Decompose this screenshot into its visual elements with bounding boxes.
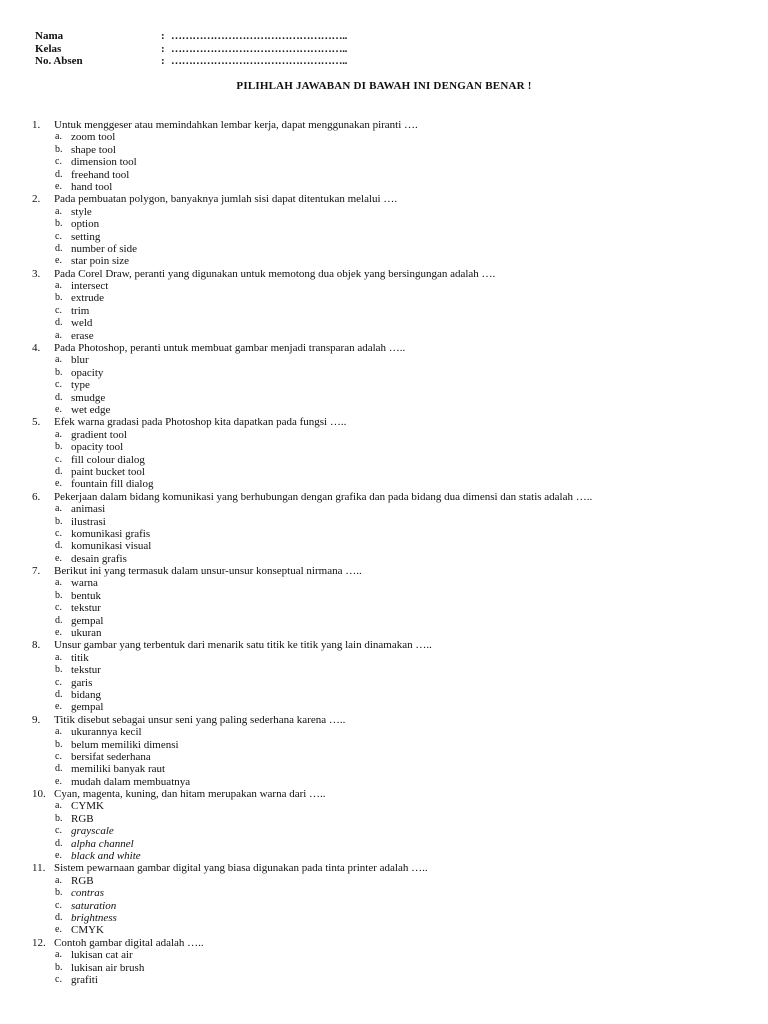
answer-option bbox=[32, 144, 748, 156]
option-letter: e. bbox=[55, 255, 62, 267]
option-text: RGB bbox=[71, 812, 94, 825]
answer-option bbox=[32, 652, 748, 664]
answer-option bbox=[32, 776, 748, 788]
question-line bbox=[32, 639, 748, 651]
class-label: Kelas bbox=[35, 42, 62, 55]
answer-option bbox=[32, 887, 748, 899]
option-letter: a. bbox=[55, 131, 62, 143]
question-text: Sistem pewarnaan gambar digital yang biasa digunakan pada tinta printer adalah ….. bbox=[54, 862, 428, 875]
answer-option bbox=[32, 181, 748, 193]
option-text: saturation bbox=[71, 899, 117, 912]
option-text: lukisan air brush bbox=[71, 961, 145, 974]
absen-colon: : bbox=[161, 55, 165, 67]
option-letter: d. bbox=[55, 912, 63, 923]
option-letter: c. bbox=[55, 453, 62, 465]
answer-option bbox=[32, 677, 748, 689]
question-number: 1. bbox=[32, 119, 41, 131]
option-letter: c. bbox=[55, 379, 62, 391]
option-text: number of side bbox=[71, 242, 137, 255]
answer-option bbox=[32, 962, 748, 974]
option-text: komunikasi grafis bbox=[71, 527, 151, 540]
answer-option bbox=[32, 974, 748, 986]
option-letter: c. bbox=[55, 230, 62, 242]
question-line bbox=[32, 862, 748, 874]
option-text: ukurannya kecil bbox=[71, 726, 142, 739]
question-number: 6. bbox=[32, 490, 41, 503]
option-text: bersifat sederhana bbox=[71, 750, 151, 763]
answer-option bbox=[32, 664, 748, 676]
question-text: Cyan, magenta, kuning, dan hitam merupakan warna dari ….. bbox=[54, 788, 326, 801]
answer-option bbox=[32, 231, 748, 243]
name-field-row bbox=[35, 30, 347, 43]
option-letter: d. bbox=[55, 763, 63, 775]
instructions-title: PILIHLAH JAWABAN DI BAWAH INI DENGAN BENAR ! bbox=[236, 80, 532, 92]
answer-option bbox=[32, 726, 748, 738]
option-letter: e. bbox=[55, 627, 62, 639]
option-text: tekstur bbox=[71, 602, 101, 615]
option-text: desain grafis bbox=[71, 552, 127, 565]
option-letter: a. bbox=[55, 280, 62, 292]
question-text: Efek warna gradasi pada Photoshop kita dapatkan pada fungsi ….. bbox=[54, 416, 347, 429]
option-letter: b. bbox=[55, 143, 63, 155]
answer-option bbox=[32, 751, 748, 763]
answer-option bbox=[32, 540, 748, 552]
name-colon: : bbox=[161, 30, 165, 42]
option-letter: a. bbox=[55, 354, 62, 366]
option-text: lukisan cat air bbox=[71, 949, 133, 962]
answer-option bbox=[32, 292, 748, 304]
option-text: paint bucket tool bbox=[71, 465, 145, 478]
answer-option bbox=[32, 553, 748, 565]
question-item bbox=[32, 491, 748, 565]
option-letter: b. bbox=[55, 887, 63, 899]
option-letter: c. bbox=[55, 750, 62, 762]
question-number: 9. bbox=[32, 713, 41, 726]
option-text: ilustrasi bbox=[71, 515, 106, 528]
answer-option bbox=[32, 850, 748, 862]
question-line bbox=[32, 268, 748, 280]
option-text: style bbox=[71, 205, 92, 218]
question-text: Titik disebut sebagai unsur seni yang paling sederhana karena ….. bbox=[54, 713, 346, 726]
option-text: belum memiliki dimensi bbox=[71, 738, 179, 751]
option-letter: c. bbox=[55, 899, 62, 911]
question-item bbox=[32, 342, 748, 416]
option-letter: a. bbox=[55, 726, 62, 738]
option-text: zoom tool bbox=[71, 131, 116, 144]
answer-option bbox=[32, 441, 748, 453]
option-text: alpha channel bbox=[71, 837, 134, 850]
option-letter: b. bbox=[55, 589, 63, 601]
question-line bbox=[32, 491, 748, 503]
answer-option bbox=[32, 912, 748, 924]
option-text: komunikasi visual bbox=[71, 540, 152, 553]
answer-option bbox=[32, 763, 748, 775]
question-line bbox=[32, 342, 748, 354]
question-line bbox=[32, 565, 748, 577]
answer-option bbox=[32, 466, 748, 478]
option-text: black and white bbox=[71, 850, 141, 863]
option-text: wet edge bbox=[71, 403, 111, 416]
option-letter: a. bbox=[55, 949, 62, 961]
answer-option bbox=[32, 218, 748, 230]
option-letter: e. bbox=[55, 850, 62, 862]
option-letter: e. bbox=[55, 403, 62, 415]
option-letter: d. bbox=[55, 242, 63, 254]
option-text: opacity tool bbox=[71, 441, 124, 454]
answer-option bbox=[32, 924, 748, 936]
question-item bbox=[32, 639, 748, 713]
option-text: grayscale bbox=[71, 825, 114, 838]
option-text: RGB bbox=[71, 874, 94, 887]
option-letter: e. bbox=[55, 775, 62, 787]
question-text: Unsur gambar yang terbentuk dari menarik satu titik ke titik yang lain dinamakan ….. bbox=[54, 639, 432, 652]
option-text: star poin size bbox=[71, 255, 130, 268]
question-item bbox=[32, 193, 748, 267]
option-text: weld bbox=[71, 317, 93, 330]
option-text: smudge bbox=[71, 391, 106, 404]
question-list bbox=[32, 119, 748, 986]
option-text: setting bbox=[71, 230, 101, 243]
option-letter: c. bbox=[55, 825, 62, 837]
question-line bbox=[32, 416, 748, 428]
option-letter: a. bbox=[55, 651, 62, 663]
option-letter: e. bbox=[55, 924, 62, 936]
answer-option bbox=[32, 701, 748, 713]
option-letter: a. bbox=[55, 329, 62, 341]
option-letter: c. bbox=[55, 156, 62, 168]
option-letter: d. bbox=[55, 465, 63, 477]
option-letter: b. bbox=[55, 812, 63, 824]
question-text: Berikut ini yang termasuk dalam unsur-unsur konseptual nirmana ….. bbox=[54, 565, 362, 578]
name-blank: ………………………………………….. bbox=[171, 30, 348, 42]
question-text: Pada Corel Draw, peranti yang digunakan untuk memotong dua objek yang bersingungan adalah …. bbox=[54, 267, 496, 280]
answer-option bbox=[32, 739, 748, 751]
question-item bbox=[32, 862, 748, 936]
question-number: 12. bbox=[32, 936, 46, 949]
option-text: bidang bbox=[71, 688, 101, 701]
answer-option bbox=[32, 280, 748, 292]
class-field-row bbox=[35, 43, 347, 56]
answer-option bbox=[32, 577, 748, 589]
option-letter: d. bbox=[55, 837, 63, 849]
option-letter: b. bbox=[55, 515, 63, 527]
option-text: extrude bbox=[71, 292, 104, 305]
question-text: Untuk menggeser atau memindahkan lembar kerja, dapat menggunakan piranti …. bbox=[54, 119, 418, 131]
answer-option bbox=[32, 169, 748, 181]
option-letter: a. bbox=[55, 503, 62, 515]
option-text: mudah dalam membuatnya bbox=[71, 775, 191, 788]
answer-option bbox=[32, 590, 748, 602]
question-number: 4. bbox=[32, 342, 41, 355]
question-line bbox=[32, 193, 748, 205]
question-line bbox=[32, 788, 748, 800]
option-letter: c. bbox=[55, 973, 62, 985]
question-line bbox=[32, 119, 748, 131]
option-letter: c. bbox=[55, 527, 62, 539]
student-info-header bbox=[35, 30, 347, 68]
answer-option bbox=[32, 379, 748, 391]
answer-option bbox=[32, 404, 748, 416]
answer-option bbox=[32, 367, 748, 379]
option-letter: e. bbox=[55, 701, 62, 713]
answer-option bbox=[32, 131, 748, 143]
option-text: tekstur bbox=[71, 664, 101, 677]
option-text: fill colour dialog bbox=[71, 453, 145, 466]
option-text: CYMK bbox=[71, 800, 105, 813]
option-letter: c. bbox=[55, 304, 62, 316]
option-text: erase bbox=[71, 329, 94, 342]
option-letter: d. bbox=[55, 317, 63, 329]
option-letter: d. bbox=[55, 540, 63, 552]
option-text: option bbox=[71, 218, 100, 231]
answer-option bbox=[32, 454, 748, 466]
option-text: grafiti bbox=[71, 973, 98, 986]
answer-option bbox=[32, 949, 748, 961]
option-text: fountain fill dialog bbox=[71, 478, 154, 491]
option-letter: a. bbox=[55, 205, 62, 217]
option-text: warna bbox=[71, 577, 98, 590]
option-letter: c. bbox=[55, 602, 62, 614]
answer-option bbox=[32, 813, 748, 825]
name-label: Nama bbox=[35, 30, 64, 42]
answer-option bbox=[32, 900, 748, 912]
answer-option bbox=[32, 392, 748, 404]
answer-option bbox=[32, 305, 748, 317]
option-letter: b. bbox=[55, 366, 63, 378]
question-number: 8. bbox=[32, 639, 41, 652]
class-blank: ………………………………………….. bbox=[171, 42, 348, 55]
option-text: type bbox=[71, 379, 90, 392]
option-text: gradient tool bbox=[71, 428, 127, 441]
absen-blank: ………………………………………….. bbox=[171, 55, 348, 67]
question-number: 11. bbox=[32, 862, 46, 875]
option-letter: a. bbox=[55, 577, 62, 589]
question-item bbox=[32, 714, 748, 788]
option-text: intersect bbox=[71, 280, 109, 293]
option-text: animasi bbox=[71, 503, 106, 516]
option-text: shape tool bbox=[71, 143, 116, 156]
option-letter: e. bbox=[55, 552, 62, 564]
option-text: hand tool bbox=[71, 180, 113, 193]
answer-option bbox=[32, 602, 748, 614]
option-letter: c. bbox=[55, 676, 62, 688]
answer-option bbox=[32, 800, 748, 812]
answer-option bbox=[32, 317, 748, 329]
answer-option bbox=[32, 627, 748, 639]
answer-option bbox=[32, 875, 748, 887]
answer-option bbox=[32, 528, 748, 540]
question-item bbox=[32, 788, 748, 862]
option-text: garis bbox=[71, 676, 93, 689]
question-text: Pada Photoshop, peranti untuk membuat gambar menjadi transparan adalah ….. bbox=[54, 342, 406, 355]
question-line bbox=[32, 937, 748, 949]
option-text: CMYK bbox=[71, 924, 105, 937]
option-letter: d. bbox=[55, 391, 63, 403]
option-text: gempal bbox=[71, 701, 104, 714]
option-letter: b. bbox=[55, 441, 63, 453]
answer-option bbox=[32, 206, 748, 218]
option-text: freehand tool bbox=[71, 168, 130, 181]
absen-label: No. Absen bbox=[35, 55, 83, 67]
question-text: Pada pembuatan polygon, banyaknya jumlah sisi dapat ditentukan melalui …. bbox=[54, 193, 398, 206]
answer-option bbox=[32, 478, 748, 490]
question-text: Pekerjaan dalam bidang komunikasi yang berhubungan dengan grafika dan pada bidang dua dimensi dan statis adalah ….. bbox=[54, 490, 593, 503]
option-letter: d. bbox=[55, 168, 63, 180]
answer-option bbox=[32, 615, 748, 627]
question-item bbox=[32, 119, 748, 193]
question-number: 10. bbox=[32, 788, 46, 801]
option-letter: b. bbox=[55, 738, 63, 750]
option-letter: a. bbox=[55, 874, 62, 886]
option-text: contras bbox=[71, 887, 104, 900]
option-text: blur bbox=[71, 354, 89, 367]
option-text: gempal bbox=[71, 614, 104, 627]
answer-option bbox=[32, 825, 748, 837]
option-letter: e. bbox=[55, 180, 62, 192]
answer-option bbox=[32, 156, 748, 168]
question-item bbox=[32, 416, 748, 490]
question-item bbox=[32, 268, 748, 342]
option-letter: d. bbox=[55, 614, 63, 626]
option-letter: e. bbox=[55, 478, 62, 490]
option-text: bentuk bbox=[71, 589, 101, 602]
question-number: 2. bbox=[32, 193, 41, 206]
answer-option bbox=[32, 255, 748, 267]
answer-option bbox=[32, 354, 748, 366]
question-item bbox=[32, 565, 748, 639]
option-text: opacity bbox=[71, 366, 104, 379]
answer-option bbox=[32, 503, 748, 515]
question-item bbox=[32, 937, 748, 987]
option-letter: b. bbox=[55, 292, 63, 304]
option-letter: a. bbox=[55, 428, 62, 440]
answer-option bbox=[32, 243, 748, 255]
question-line bbox=[32, 714, 748, 726]
answer-option bbox=[32, 429, 748, 441]
answer-option bbox=[32, 838, 748, 850]
option-letter: b. bbox=[55, 961, 63, 973]
question-text: Contoh gambar digital adalah ….. bbox=[54, 936, 204, 949]
class-colon: : bbox=[161, 42, 165, 55]
option-letter: d. bbox=[55, 688, 63, 700]
option-text: memiliki banyak raut bbox=[71, 763, 166, 776]
option-letter: a. bbox=[55, 800, 62, 812]
question-number: 3. bbox=[32, 267, 41, 280]
option-letter: b. bbox=[55, 664, 63, 676]
option-text: trim bbox=[71, 304, 90, 317]
option-text: ukuran bbox=[71, 627, 102, 640]
option-text: titik bbox=[71, 651, 89, 664]
answer-option bbox=[32, 689, 748, 701]
answer-option bbox=[32, 330, 748, 342]
absen-field-row bbox=[35, 55, 347, 68]
option-text: dimension tool bbox=[71, 156, 137, 169]
answer-option bbox=[32, 516, 748, 528]
question-number: 5. bbox=[32, 416, 41, 429]
option-letter: b. bbox=[55, 218, 63, 230]
question-number: 7. bbox=[32, 565, 41, 578]
option-text: brightness bbox=[71, 912, 117, 924]
